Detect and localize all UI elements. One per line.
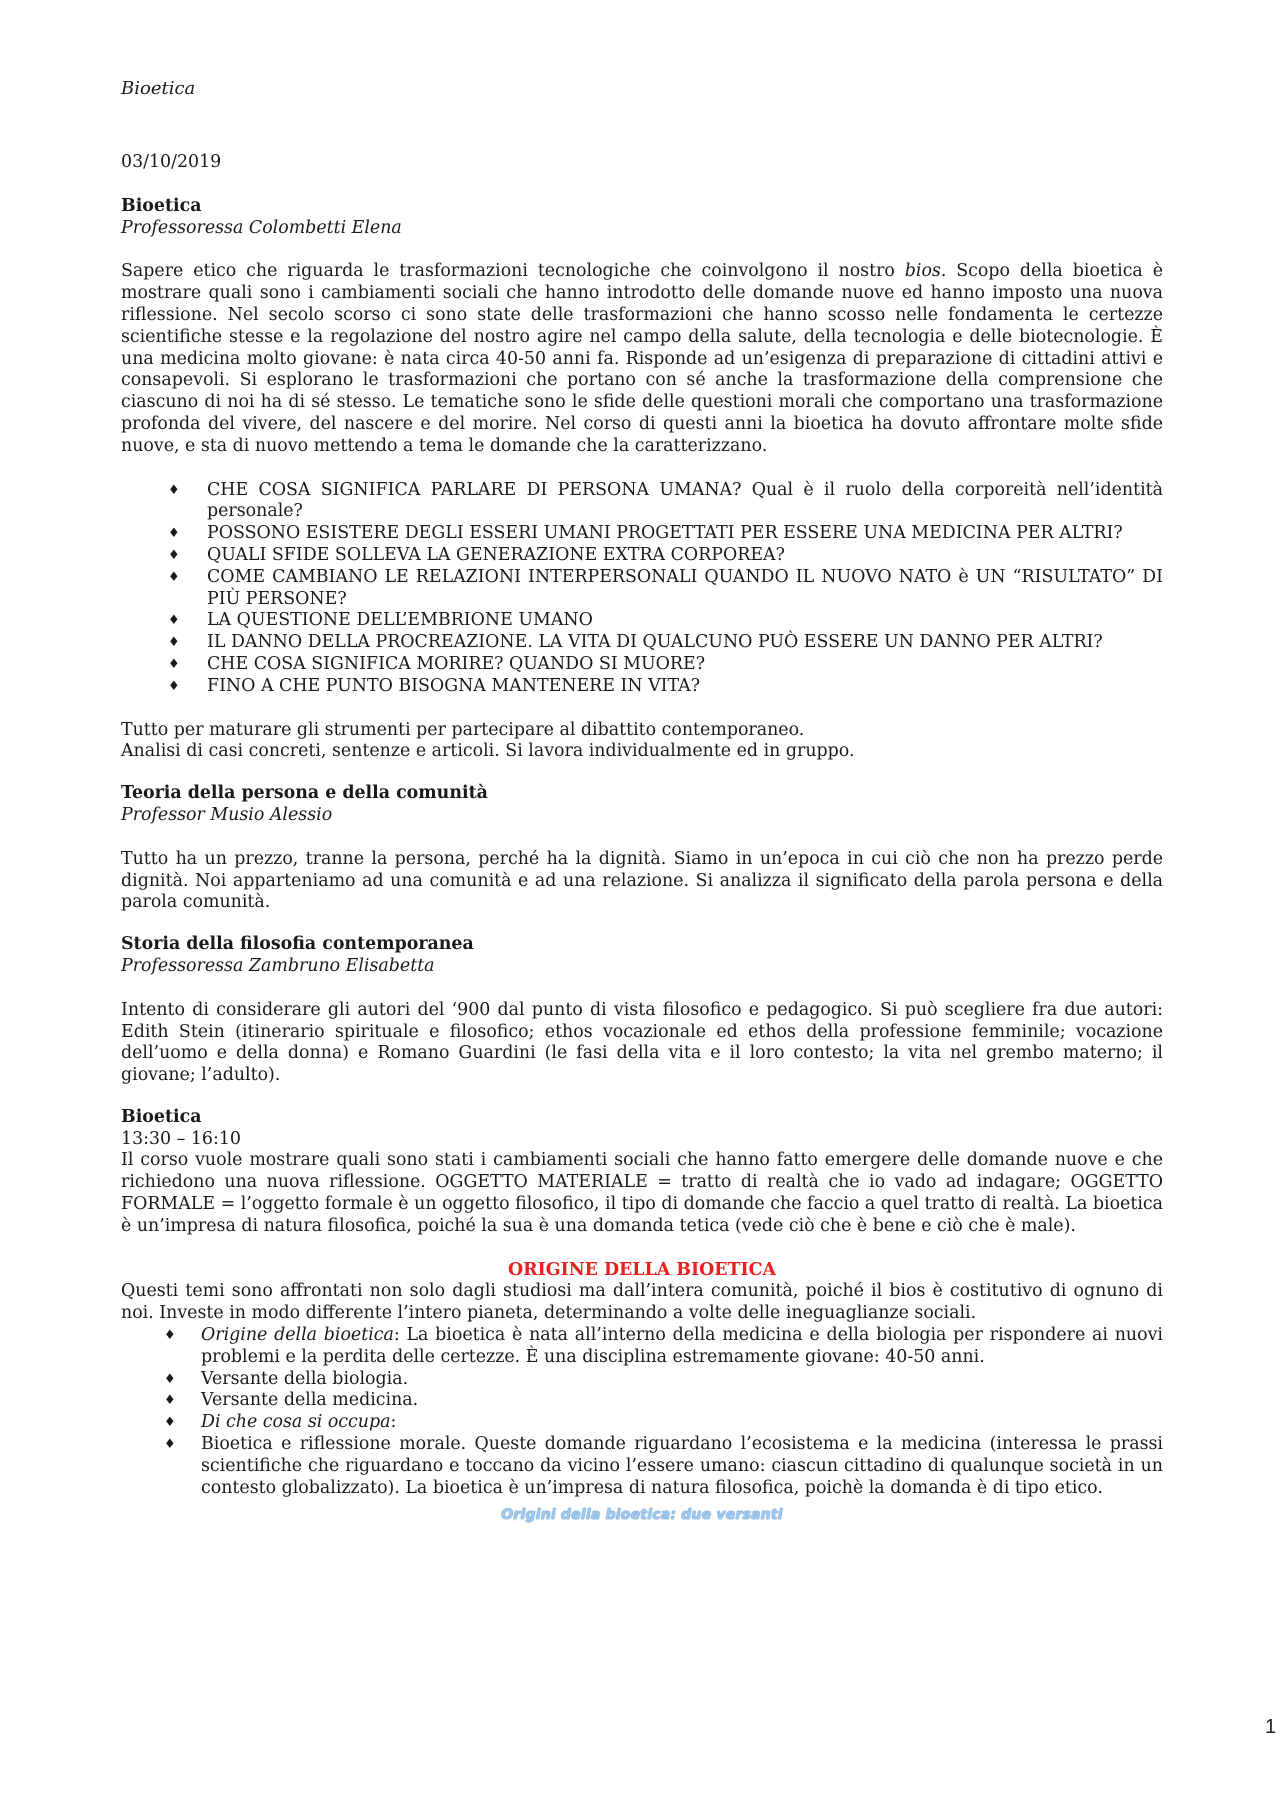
bullet-diamond-icon: ♦ [168, 482, 180, 498]
list-item: ♦ LA QUESTIONE DELL’EMBRIONE UMANO [168, 610, 593, 631]
bullet-diamond-icon: ♦ [168, 635, 180, 651]
subsection-heading: Origini della bioetica: due versanti [501, 1507, 783, 1524]
bullet-diamond-icon: ♦ [168, 678, 180, 694]
bios-term: bios [904, 261, 941, 282]
bullet-diamond-icon: ♦ [164, 1437, 176, 1453]
list-item: ♦ FINO A CHE PUNTO BISOGNA MANTENERE IN VITA? [168, 675, 701, 696]
list-item: ♦ CHE COSA SIGNIFICA PARLARE DI PERSONA UMANA? Qual è il ruolo della corporeità nell’identità personale? [168, 479, 1163, 522]
section-heading: ORIGINE DELLA BIOETICA [508, 1259, 776, 1280]
list-item: ♦ Di che cosa si occupa: [164, 1412, 397, 1433]
bullet-diamond-icon: ♦ [168, 569, 180, 585]
questions-list [121, 480, 1163, 698]
bullet-diamond-icon: ♦ [164, 1393, 176, 1409]
course-title: Teoria della persona e della comunità [121, 783, 488, 804]
list-item: ♦ Versante della biologia. [164, 1368, 409, 1389]
running-header: Bioetica [121, 78, 196, 99]
bullet-diamond-icon: ♦ [168, 613, 180, 629]
course-description: Sapere etico che riguarda le trasformazioni tecnologiche che coinvolgono il nostro bios. Scopo della bioetica è mostrare quali sono i cambiamenti sociali che hanno introdotto delle domande nuove ed hanno imposto una nuova riflessione. Nel secolo scorso ci sono state delle trasformazioni che hanno scosso nelle fondamenta le certezze scientifiche stesse e la regolazione del nostro agire nel campo della salute, della tecnologia e delle biotecnologie. È una medicina molto giovane: è nata circa 40-50 anni fa. Risponde ad un’esigenza di preparazione di cittadini attivi e consapevoli. Si esplorano le trasformazioni che portano con sé anche la trasformazione della comprensione che ciascuno di noi ha di sé stesso. Le tematiche sono le sfide delle questioni morali che comportano una trasformazione profonda del vivere, del nascere e del morire. Nel corso di questi anni la bioetica ha dovuto affrontare molte sfide nuove, e sta di nuovo mettendo a tema le domande che la caratterizzano. [121, 261, 1163, 456]
document-body [121, 152, 1163, 1527]
course-title: Bioetica [121, 1106, 202, 1127]
bullet-diamond-icon: ♦ [164, 1328, 176, 1344]
course-professor: Professor Musio Alessio [121, 804, 333, 825]
bullet-diamond-icon: ♦ [168, 547, 180, 563]
list-item: ♦ POSSONO ESISTERE DEGLI ESSERI UMANI PROGETTATI PER ESSERE UNA MEDICINA PER ALTRI? [168, 523, 1123, 544]
course-description: Tutto ha un prezzo, tranne la persona, perché ha la dignità. Siamo in un’epoca in cui ciò che non ha prezzo perde dignità. Noi apparteniamo ad una comunità e ad una relazione. Si analizza il significato della parola persona e della parola comunità. [121, 848, 1163, 913]
list-item: ♦ Origine della bioetica: La bioetica è nata all’interno della medicina e della biologia per rispondere ai nuovi problemi e la perdita delle certezze. È una disciplina estremamente giovane: 40-50 anni. [164, 1325, 1163, 1367]
list-item: ♦ Versante della medicina. [164, 1390, 419, 1411]
course-title: Storia della filosofia contemporanea [121, 934, 474, 955]
bullet-diamond-icon: ♦ [164, 1371, 176, 1387]
list-item: ♦ CHE COSA SIGNIFICA MORIRE? QUANDO SI MUORE? [168, 653, 706, 674]
course-description: Il corso vuole mostrare quali sono stati i cambiamenti sociali che hanno fatto emergere delle domande nuove e che richiedono una nuova riflessione. OGGETTO MATERIALE = tratto di realtà che io vado ad indagare; OGGETTO FORMALE = l’oggetto formale è un oggetto filosofico, il tipo di domande che faccio a quel tratto di realtà. La bioetica è un’impresa di natura filosofica, poiché la sua è una domanda tetica (vede ciò che è bene e ciò che è male). [121, 1150, 1163, 1236]
course-description: Intento di considerare gli autori del ‘900 dal punto di vista filosofico e pedagogico. Si può scegliere fra due autori: Edith Stein (itinerario spirituale e filosofico; ethos vocazionale ed ethos della professione femminile; vocazione dell’uomo e della donna) e Romano Guardini (le fasi della vita e il loro contesto; la vita nel grembo materno; il giovane; l’adulto). [121, 999, 1163, 1086]
course-professor: Professoressa Colombetti Elena [121, 217, 402, 238]
course-time: 13:30 – 16:10 [121, 1128, 241, 1149]
origin-list [121, 1325, 1163, 1499]
bullet-diamond-icon: ♦ [168, 656, 180, 672]
section-intro: Questi temi sono affrontati non solo dagli studiosi ma dall’intera comunità, poiché il bios è costitutivo di ognuno di noi. Investe in modo differente l’intero pianeta, determinando a volte delle ineguaglianze sociali. [121, 1281, 1163, 1324]
closing-line: Analisi di casi concreti, sentenze e articoli. Si lavora individualmente ed in gruppo. [121, 741, 855, 762]
bullet-diamond-icon: ♦ [164, 1415, 176, 1431]
course-professor: Professoressa Zambruno Elisabetta [121, 955, 435, 976]
list-item: ♦ IL DANNO DELLA PROCREAZIONE. LA VITA DI QUALCUNO PUÒ ESSERE UN DANNO PER ALTRI? [168, 632, 1103, 653]
closing-line: Tutto per maturare gli strumenti per partecipare al dibattito contemporaneo. [121, 719, 805, 740]
list-item: ♦ COME CAMBIANO LE RELAZIONI INTERPERSONALI QUANDO IL NUOVO NATO è UN “RISULTATO” DI PIÙ PERSONE? [168, 566, 1163, 609]
list-item: ♦ QUALI SFIDE SOLLEVA LA GENERAZIONE EXTRA CORPOREA? [168, 544, 785, 565]
course-title: Bioetica [121, 195, 202, 216]
bullet-diamond-icon: ♦ [168, 526, 180, 542]
lecture-date: 03/10/2019 [121, 152, 222, 172]
list-item: ♦ Bioetica e riflessione morale. Queste domande riguardano l’ecosistema e la medicina (interessa le prassi scientifiche che riguardano e toccano da vicino l’essere umano: ciascun cittadino di qualunque società in un contesto globalizzato). La bioetica è un’impresa di natura filosofica, poichè la domanda è di tipo etico. [164, 1434, 1163, 1498]
page-number: 1 [1265, 1716, 1277, 1738]
